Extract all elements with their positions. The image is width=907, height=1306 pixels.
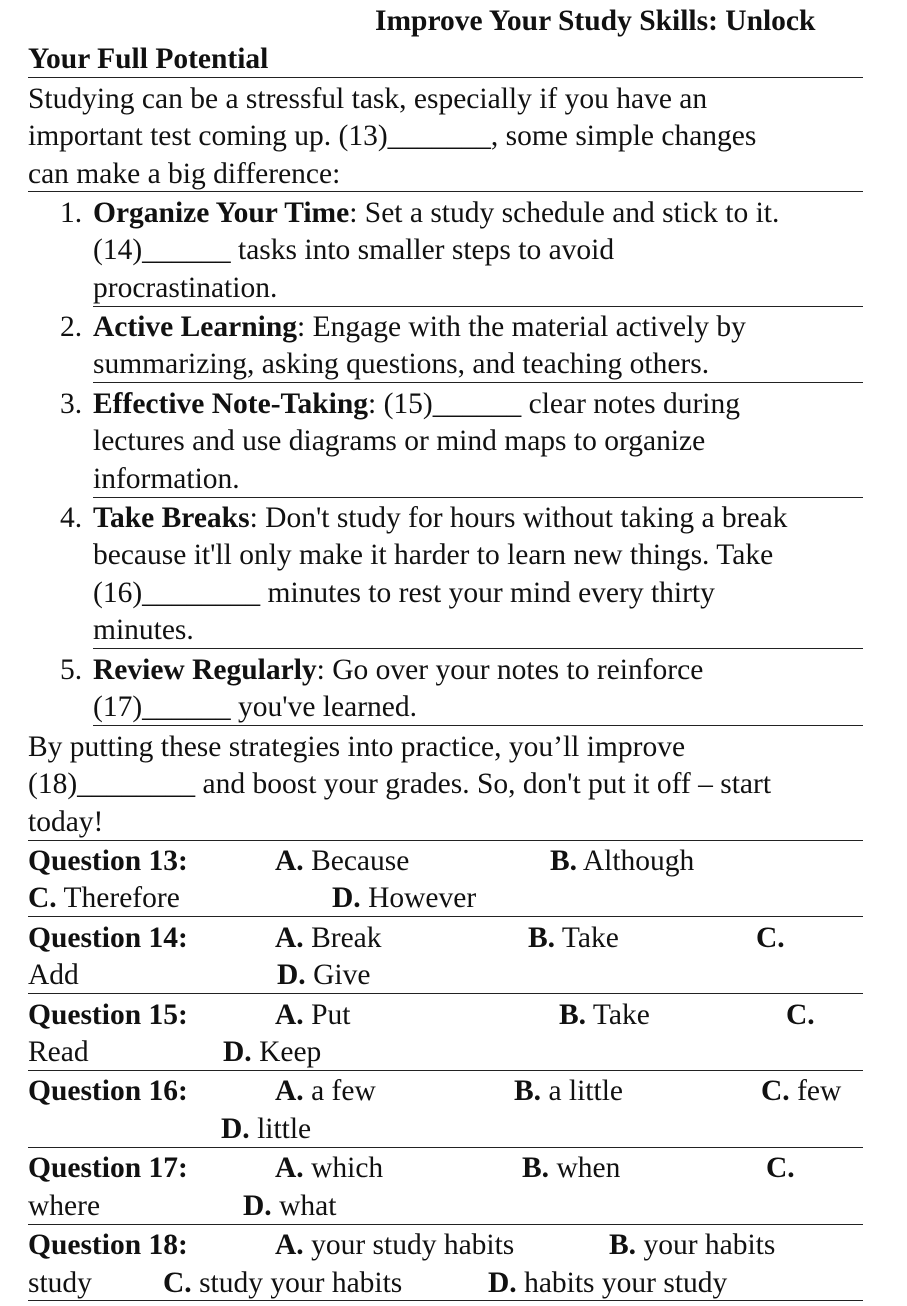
intro-line: can make a big difference:	[28, 158, 341, 190]
question-label: Question 14:	[28, 922, 188, 954]
item-heading: Take Breaks	[93, 502, 250, 534]
divider	[28, 1224, 863, 1225]
list-number: 5.	[60, 654, 83, 686]
option-a: A. a few	[275, 1075, 376, 1107]
list-number: 1.	[60, 197, 83, 229]
closing-line: today!	[28, 806, 104, 838]
divider	[28, 1147, 863, 1148]
list-item-5-line: (17)______ you've learned.	[93, 691, 417, 723]
item-text: : Go over your notes to reinforce	[316, 654, 704, 686]
list-item-4-line	[60, 500, 863, 537]
option-c: C. Therefore	[28, 882, 180, 914]
divider	[93, 497, 863, 498]
option-c-letter: C.	[766, 1152, 795, 1184]
question-label: Question 13:	[28, 845, 188, 877]
list-item-4-line: minutes.	[93, 614, 194, 646]
divider	[93, 306, 863, 307]
option-b: B. Take	[559, 999, 650, 1031]
intro-line: Studying can be a stressful task, especially if you have an	[28, 83, 708, 115]
divider	[93, 648, 863, 649]
item-heading: Effective Note-Taking	[93, 388, 369, 420]
divider	[28, 840, 863, 841]
option-a: A. which	[275, 1152, 384, 1184]
closing-line: (18)________ and boost your grades. So, don't put it off – start	[28, 768, 772, 800]
divider	[28, 993, 863, 994]
option-c-text: Add	[28, 959, 79, 991]
list-item-1-line: procrastination.	[93, 272, 278, 304]
option-c: C. study your habits	[163, 1267, 403, 1299]
question-label: Question 16:	[28, 1075, 188, 1107]
question-17-line	[28, 1188, 863, 1225]
question-17-line	[28, 1150, 863, 1187]
option-c-text: where	[28, 1190, 101, 1222]
item-text: : Don't study for hours without taking a break	[249, 502, 788, 534]
question-15-line	[28, 1034, 863, 1071]
item-text: : (15)______ clear notes during	[368, 388, 740, 420]
option-d: D. habits your study	[488, 1267, 728, 1299]
divider	[28, 916, 863, 917]
title-line-1: Improve Your Study Skills: Unlock	[375, 5, 816, 37]
item-heading: Active Learning	[93, 311, 298, 343]
divider	[28, 191, 863, 192]
divider	[28, 1070, 863, 1071]
list-item-2-line	[60, 309, 863, 346]
option-c-letter: C.	[786, 999, 815, 1031]
option-d: D. what	[243, 1190, 337, 1222]
title-line-2: Your Full Potential	[28, 43, 269, 75]
closing-line: By putting these strategies into practice, you’ll improve	[28, 731, 686, 763]
intro-line: important test coming up. (13)_______, some simple changes	[28, 120, 757, 152]
list-item-3-line	[60, 386, 863, 423]
list-item-4-line: because it'll only make it harder to learn new things. Take	[93, 539, 774, 571]
list-item-2-line: summarizing, asking questions, and teaching others.	[93, 348, 710, 380]
option-d: D. However	[332, 882, 477, 914]
divider	[28, 77, 863, 78]
item-heading: Review Regularly	[93, 654, 317, 686]
option-b: B. your habits	[609, 1229, 776, 1261]
list-item-3-line: lectures and use diagrams or mind maps to organize	[93, 425, 706, 457]
question-13-line	[28, 880, 863, 917]
option-d: D. little	[221, 1113, 312, 1145]
option-d: D. Keep	[223, 1036, 322, 1068]
divider	[28, 1300, 863, 1301]
item-heading: Organize Your Time	[93, 197, 350, 229]
option-c-text: Read	[28, 1036, 89, 1068]
list-number: 4.	[60, 502, 83, 534]
list-item-5-line	[60, 652, 863, 689]
option-b: B. a little	[514, 1075, 623, 1107]
question-15-line	[28, 997, 863, 1034]
option-a: A. your study habits	[275, 1229, 515, 1261]
option-a: A. Put	[275, 999, 351, 1031]
question-16-line	[28, 1073, 863, 1110]
list-item-1-line	[60, 195, 863, 232]
option-c: C. few	[761, 1075, 842, 1107]
option-b: B. Although	[550, 845, 695, 877]
question-13-line	[28, 843, 863, 880]
option-b: B. when	[522, 1152, 621, 1184]
question-18-line	[28, 1265, 863, 1302]
question-14-line	[28, 957, 863, 994]
option-d: D. Give	[277, 959, 371, 991]
option-a: A. Break	[275, 922, 382, 954]
list-item-1-line: (14)______ tasks into smaller steps to avoid	[93, 234, 615, 266]
list-item-4-line: (16)________ minutes to rest your mind every thirty	[93, 577, 715, 609]
list-number: 2.	[60, 311, 83, 343]
divider	[93, 382, 863, 383]
question-18-line	[28, 1227, 863, 1264]
option-a: A. Because	[275, 845, 410, 877]
divider	[93, 725, 863, 726]
option-b: B. Take	[528, 922, 619, 954]
list-number: 3.	[60, 388, 83, 420]
question-label: Question 18:	[28, 1229, 188, 1261]
question-label: Question 17:	[28, 1152, 188, 1184]
item-text: : Engage with the material actively by	[297, 311, 746, 343]
question-14-line	[28, 920, 863, 957]
option-b-continued: study	[28, 1267, 92, 1299]
list-item-3-line: information.	[93, 463, 240, 495]
option-c-letter: C.	[756, 922, 785, 954]
item-text: : Set a study schedule and stick to it.	[349, 197, 780, 229]
question-16-line	[28, 1111, 863, 1148]
question-label: Question 15:	[28, 999, 188, 1031]
